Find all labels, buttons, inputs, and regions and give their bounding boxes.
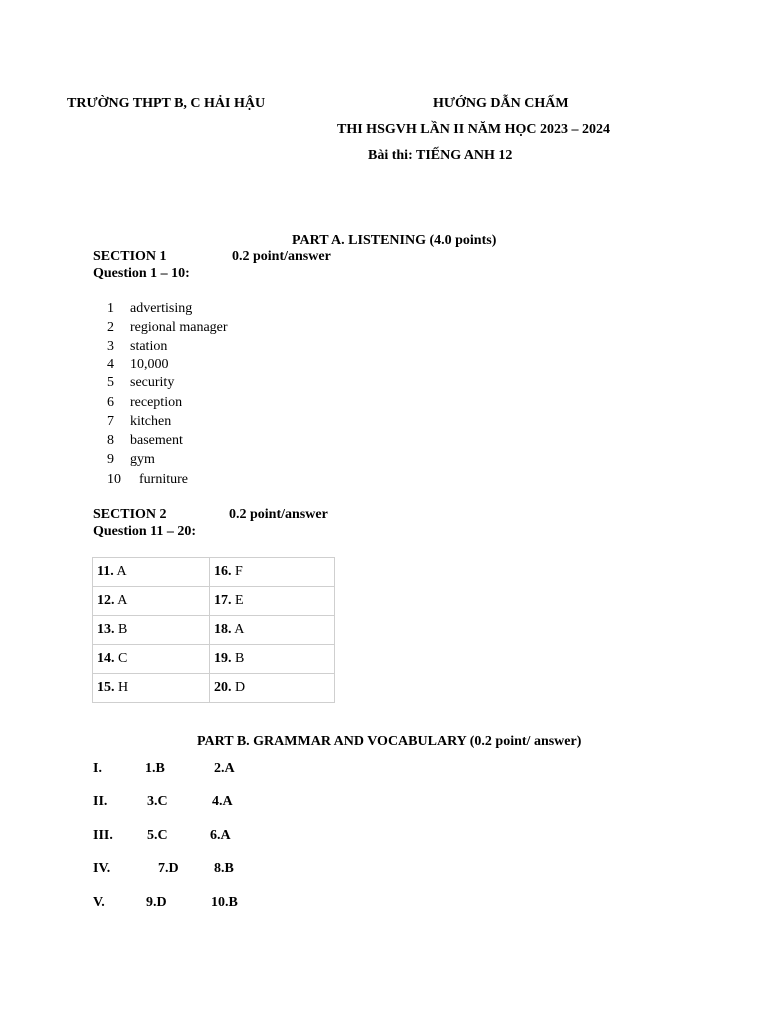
table-cell bbox=[93, 674, 210, 703]
exam-name: THI HSGVH LẦN II NĂM HỌC 2023 – 2024 bbox=[337, 122, 611, 137]
question-number: 15. bbox=[97, 680, 115, 695]
section-1-questions: Question 1 – 10: bbox=[93, 266, 190, 281]
list-item-text: gym bbox=[130, 452, 155, 467]
group-numeral: II. bbox=[93, 794, 108, 809]
question-number: 17. bbox=[214, 593, 232, 608]
answer: 3.C bbox=[147, 794, 168, 809]
answer: 10.B bbox=[211, 895, 238, 910]
list-item-text: station bbox=[130, 339, 168, 354]
section-2-title: SECTION 2 bbox=[93, 507, 167, 522]
group-numeral: I. bbox=[93, 761, 102, 776]
list-item-number: 9 bbox=[107, 452, 114, 467]
list-item-number: 4 bbox=[107, 357, 114, 372]
question-number: 16. bbox=[214, 564, 232, 579]
table-row bbox=[93, 616, 335, 645]
part-a-title: PART A. LISTENING (4.0 points) bbox=[292, 233, 497, 248]
section-2-answer-table bbox=[92, 557, 335, 703]
table-row bbox=[93, 587, 335, 616]
table-row bbox=[93, 645, 335, 674]
list-item-text: reception bbox=[130, 395, 183, 410]
list-item-number: 2 bbox=[107, 320, 114, 335]
table-cell bbox=[210, 674, 335, 703]
list-item-text: basement bbox=[130, 433, 183, 448]
table-cell bbox=[93, 645, 210, 674]
list-item-text: 10,000 bbox=[130, 357, 169, 372]
section-2-questions: Question 11 – 20: bbox=[93, 524, 197, 539]
group-numeral: V. bbox=[93, 895, 105, 910]
answer-letter: B bbox=[231, 651, 245, 666]
list-item-text: kitchen bbox=[130, 414, 172, 429]
answer: 1.B bbox=[145, 761, 165, 776]
question-number: 11. bbox=[97, 564, 114, 579]
table-cell bbox=[93, 587, 210, 616]
group-numeral: IV. bbox=[93, 861, 111, 876]
list-item-text: regional manager bbox=[130, 320, 228, 335]
answer: 5.C bbox=[147, 828, 168, 843]
table-cell bbox=[210, 587, 335, 616]
list-item-text: security bbox=[130, 375, 175, 390]
answer: 8.B bbox=[214, 861, 234, 876]
answer-letter: F bbox=[231, 564, 243, 579]
document-title: HƯỚNG DẪN CHẤM bbox=[433, 96, 569, 111]
answer: 9.D bbox=[146, 895, 167, 910]
section-1-score: 0.2 point/answer bbox=[232, 249, 331, 264]
answer-letter: D bbox=[231, 680, 246, 695]
answer-letter: A bbox=[231, 622, 245, 637]
question-number: 19. bbox=[214, 651, 232, 666]
question-number: 18. bbox=[214, 622, 232, 637]
answer: 6.A bbox=[210, 828, 231, 843]
answer: 4.A bbox=[212, 794, 233, 809]
list-item-text: advertising bbox=[130, 301, 193, 316]
section-2-score: 0.2 point/answer bbox=[229, 507, 328, 522]
school-name: TRƯỜNG THPT B, C HẢI HẬU bbox=[67, 96, 266, 111]
list-item-number: 7 bbox=[107, 414, 114, 429]
question-number: 20. bbox=[214, 680, 232, 695]
table-cell bbox=[93, 616, 210, 645]
section-1-title: SECTION 1 bbox=[93, 249, 167, 264]
part-b-title: PART B. GRAMMAR AND VOCABULARY (0.2 point/ answer) bbox=[197, 734, 582, 749]
list-item-number: 1 bbox=[107, 301, 114, 316]
question-number: 14. bbox=[97, 651, 115, 666]
answer-letter: A bbox=[113, 564, 127, 579]
question-number: 12. bbox=[97, 593, 115, 608]
answer: 7.D bbox=[158, 861, 179, 876]
group-numeral: III. bbox=[93, 828, 113, 843]
table-cell bbox=[210, 616, 335, 645]
answer-letter: H bbox=[114, 680, 129, 695]
list-item-text: furniture bbox=[139, 472, 188, 487]
list-item-number: 8 bbox=[107, 433, 114, 448]
table-cell bbox=[210, 558, 335, 587]
table-row bbox=[93, 558, 335, 587]
answer-letter: C bbox=[114, 651, 128, 666]
table-cell bbox=[210, 645, 335, 674]
table-cell bbox=[93, 558, 210, 587]
list-item-number: 3 bbox=[107, 339, 114, 354]
answer-letter: B bbox=[114, 622, 128, 637]
list-item-number: 5 bbox=[107, 375, 114, 390]
list-item-number: 10 bbox=[107, 472, 121, 487]
answer-letter: A bbox=[114, 593, 128, 608]
exam-subject: Bài thi: TIẾNG ANH 12 bbox=[368, 148, 513, 163]
answer-letter: E bbox=[231, 593, 244, 608]
list-item-number: 6 bbox=[107, 395, 114, 410]
table-row bbox=[93, 674, 335, 703]
question-number: 13. bbox=[97, 622, 115, 637]
answer: 2.A bbox=[214, 761, 235, 776]
